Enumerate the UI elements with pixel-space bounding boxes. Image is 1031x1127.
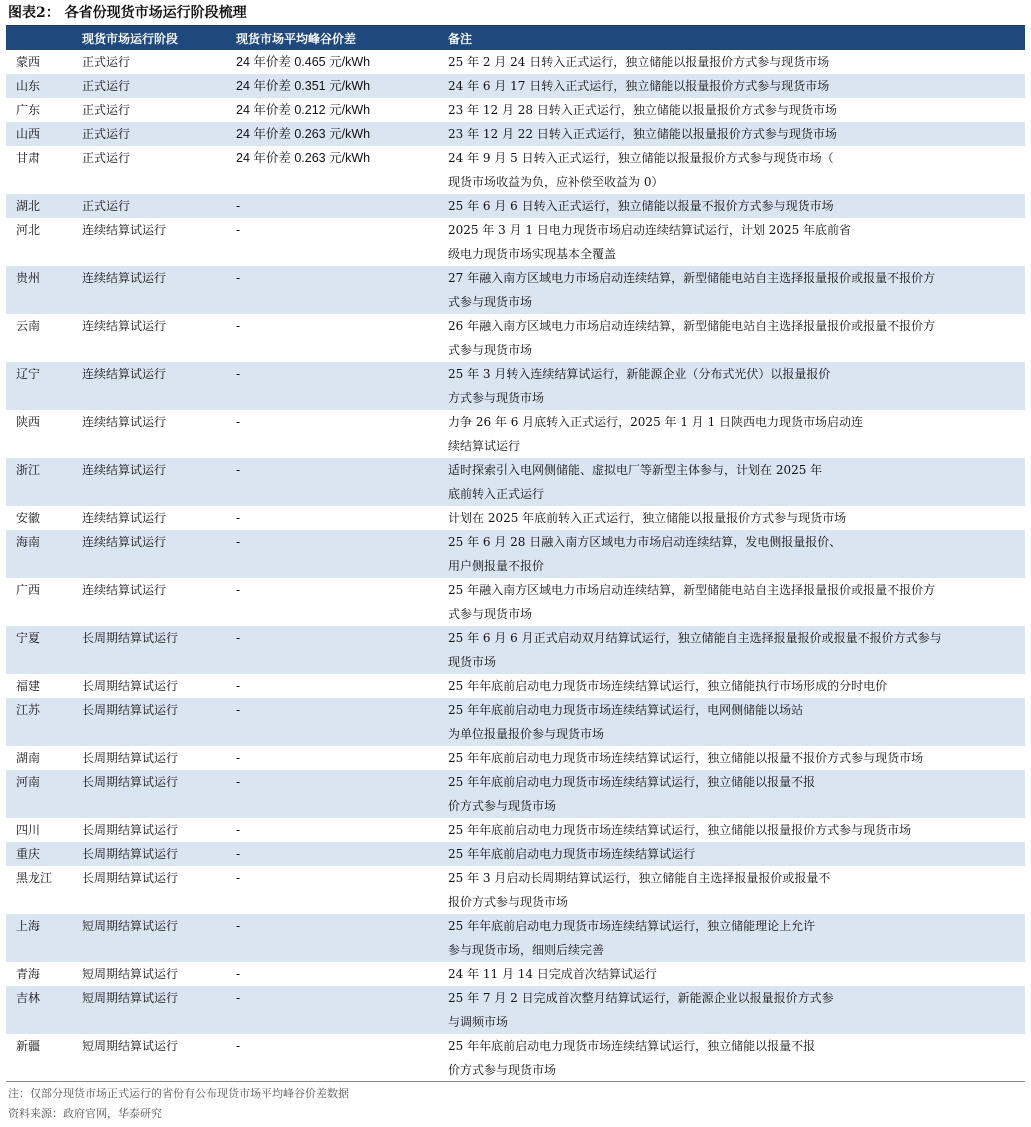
notes-cell xyxy=(442,698,1025,746)
note-line: 适时探索引入电网侧储能、虚拟电厂等新型主体参与，计划在 2025 年 xyxy=(448,463,823,477)
province-cell: 海南 xyxy=(6,530,76,578)
table-row xyxy=(6,698,1025,746)
province-cell: 青海 xyxy=(16,967,41,981)
note-line: 25 年年底前启动电力现货市场连续结算试运行 xyxy=(448,847,696,861)
stage-cell: 长周期结算试运行 xyxy=(76,626,230,674)
table-row xyxy=(6,146,1025,194)
table-row xyxy=(6,770,1025,818)
notes-cell xyxy=(442,626,1025,674)
province-cell: 黑龙江 xyxy=(16,871,53,885)
table-row xyxy=(6,818,1025,842)
table-row xyxy=(6,914,1025,962)
table-row xyxy=(6,122,1025,146)
notes-cell xyxy=(442,818,1025,842)
stage-cell: 长周期结算试运行 xyxy=(82,823,179,837)
figure-title: 图表2： 各省份现货市场运行阶段梳理 xyxy=(8,5,247,21)
spread-cell: 24 年价差 0.351 元/kWh xyxy=(230,74,442,98)
note-line: 25 年年底前启动电力现货市场连续结算试运行，独立储能理论上允许 xyxy=(448,919,816,933)
header-stage: 现货市场运行阶段 xyxy=(76,26,230,50)
spread-cell: - xyxy=(236,1039,241,1053)
table-row xyxy=(6,1034,1025,1082)
source-note: 资料来源：政府官网，华泰研究 xyxy=(8,1107,162,1120)
province-cell: 陕西 xyxy=(16,415,41,429)
table-row xyxy=(6,458,1025,506)
table-bottom-divider xyxy=(6,1081,1025,1082)
note-line: 25 年年底前启动电力现货市场连续结算试运行，独立储能以报量不报价方式参与现货市场 xyxy=(448,751,924,765)
stage-cell: 连续结算试运行 xyxy=(76,266,230,314)
note-line: 25 年融入南方区域电力市场启动连续结算，新型储能电站自主选择报量报价或报量不报价方 xyxy=(448,583,936,597)
note-line: 26 年融入南方区域电力市场启动连续结算，新型储能电站自主选择报量报价或报量不报价方 xyxy=(448,319,936,333)
province-cell: 河南 xyxy=(6,770,76,818)
spread-cell: - xyxy=(236,871,241,885)
note-line: 为单位报量报价参与现货市场 xyxy=(448,727,605,741)
note-line: 25 年 3 月转入连续结算试运行，新能源企业（分布式光伏）以报量报价 xyxy=(448,367,831,381)
note-line: 25 年年底前启动电力现货市场连续结算试运行，电网侧储能以场站 xyxy=(448,703,804,717)
province-cell: 上海 xyxy=(6,914,76,962)
header-province xyxy=(6,26,76,50)
stage-cell: 长周期结算试运行 xyxy=(76,842,230,866)
table-row xyxy=(6,986,1025,1034)
notes-cell xyxy=(442,914,1025,962)
stage-cell: 短周期结算试运行 xyxy=(82,967,179,981)
table-row xyxy=(6,746,1025,770)
note-line: 级电力现货市场实现基本全覆盖 xyxy=(448,247,617,261)
note-line: 价方式参与现货市场 xyxy=(448,1063,557,1077)
note-line: 25 年 6 月 6 月正式启动双月结算试运行，独立储能自主选择报量报价或报量不报价方式参与 xyxy=(448,631,942,645)
table-row xyxy=(6,674,1025,698)
notes-cell xyxy=(442,842,1025,866)
spread-cell: - xyxy=(236,751,241,765)
notes-cell xyxy=(442,866,1025,914)
note-line: 力争 26 年 6 月底转入正式运行，2025 年 1 月 1 日陕西电力现货市场启动连 xyxy=(448,415,864,429)
note-line: 式参与现货市场 xyxy=(448,295,533,309)
header-notes: 备注 xyxy=(442,26,1025,50)
notes-cell xyxy=(442,770,1025,818)
province-cell: 四川 xyxy=(16,823,41,837)
spread-cell: - xyxy=(230,770,442,818)
spread-cell: - xyxy=(236,223,241,237)
note-line: 2025 年 3 月 1 日电力现货市场启动连续结算试运行，计划 2025 年底前省 xyxy=(448,223,852,237)
notes-cell xyxy=(442,746,1025,770)
province-cell: 新疆 xyxy=(16,1039,41,1053)
stage-cell: 连续结算试运行 xyxy=(76,458,230,506)
notes-cell xyxy=(442,410,1025,458)
notes-cell xyxy=(442,578,1025,626)
table-row xyxy=(6,578,1025,626)
notes-cell xyxy=(442,50,1025,74)
stage-cell: 连续结算试运行 xyxy=(82,583,167,597)
note-line: 23 年 12 月 28 日转入正式运行，独立储能以报量报价方式参与现货市场 xyxy=(448,103,837,117)
province-cell: 甘肃 xyxy=(16,151,41,165)
stage-cell: 长周期结算试运行 xyxy=(82,751,179,765)
province-cell: 湖北 xyxy=(6,194,76,218)
spread-cell: - xyxy=(230,698,442,746)
spread-cell: - xyxy=(230,914,442,962)
spread-cell: - xyxy=(236,823,241,837)
notes-cell xyxy=(442,218,1025,266)
stage-cell: 连续结算试运行 xyxy=(82,223,167,237)
note-line: 25 年年底前启动电力现货市场连续结算试运行，独立储能以报量报价方式参与现货市场 xyxy=(448,823,912,837)
spread-cell: - xyxy=(236,679,241,693)
stage-cell: 短周期结算试运行 xyxy=(82,1039,179,1053)
note-line: 参与现货市场，细则后续完善 xyxy=(448,943,605,957)
stage-cell: 正式运行 xyxy=(76,122,230,146)
spread-cell: - xyxy=(230,194,442,218)
notes-cell xyxy=(442,146,1025,194)
province-cell: 安徽 xyxy=(16,511,41,525)
table-row xyxy=(6,50,1025,74)
province-cell: 蒙西 xyxy=(16,55,41,69)
spread-cell: - xyxy=(230,362,442,410)
stage-cell: 短周期结算试运行 xyxy=(76,914,230,962)
notes-cell xyxy=(442,74,1025,98)
header-spread: 现货市场平均峰谷价差 xyxy=(230,26,442,50)
spread-cell: - xyxy=(230,530,442,578)
note-line: 25 年 3 月启动长周期结算试运行，独立储能自主选择报量报价或报量不 xyxy=(448,871,831,885)
note-line: 与调频市场 xyxy=(448,1015,509,1029)
note-line: 报价方式参与现货市场 xyxy=(448,895,569,909)
note-line: 25 年 2 月 24 日转入正式运行，独立储能以报量报价方式参与现货市场 xyxy=(448,55,830,69)
note-line: 24 年 6 月 17 日转入正式运行，独立储能以报量报价方式参与现货市场 xyxy=(448,79,830,93)
note-line: 用户侧报量不报价 xyxy=(448,559,545,573)
province-cell: 吉林 xyxy=(6,986,76,1034)
note-line: 24 年 9 月 5 日转入正式运行，独立储能以报量报价方式参与现货市场（ xyxy=(448,151,834,165)
table-row xyxy=(6,98,1025,122)
stage-cell: 正式运行 xyxy=(76,74,230,98)
table-row xyxy=(6,866,1025,914)
stage-cell: 正式运行 xyxy=(82,55,131,69)
province-cell: 福建 xyxy=(16,679,41,693)
province-cell: 江苏 xyxy=(6,698,76,746)
notes-cell xyxy=(442,194,1025,218)
stage-cell: 长周期结算试运行 xyxy=(82,679,179,693)
note-line: 方式参与现货市场 xyxy=(448,391,545,405)
province-cell: 山东 xyxy=(6,74,76,98)
stage-cell: 正式运行 xyxy=(76,194,230,218)
note-line: 25 年年底前启动电力现货市场连续结算试运行，独立储能执行市场形成的分时电价 xyxy=(448,679,888,693)
note-line: 续结算试运行 xyxy=(448,439,521,453)
notes-cell xyxy=(442,122,1025,146)
spread-cell: - xyxy=(236,511,241,525)
spread-cell: - xyxy=(230,626,442,674)
spread-cell: 24 年价差 0.263 元/kWh xyxy=(236,151,371,165)
table-row xyxy=(6,626,1025,674)
notes-cell xyxy=(442,506,1025,530)
notes-cell xyxy=(442,314,1025,362)
note-line: 25 年 6 月 6 日转入正式运行，独立储能以报量不报价方式参与现货市场 xyxy=(448,199,834,213)
notes-cell xyxy=(442,98,1025,122)
province-cell: 广西 xyxy=(16,583,41,597)
table-row xyxy=(6,842,1025,866)
table-row xyxy=(6,74,1025,98)
note-line: 24 年 11 月 14 日完成首次结算试运行 xyxy=(448,967,657,981)
province-cell: 浙江 xyxy=(6,458,76,506)
province-cell: 辽宁 xyxy=(6,362,76,410)
spread-cell: - xyxy=(236,967,241,981)
note-line: 25 年 6 月 28 日融入南方区域电力市场启动连续结算，发电侧报量报价、 xyxy=(448,535,842,549)
table-row xyxy=(6,194,1025,218)
note-line: 式参与现货市场 xyxy=(448,343,533,357)
note-line: 25 年年底前启动电力现货市场连续结算试运行，独立储能以报量不报 xyxy=(448,775,816,789)
notes-cell xyxy=(442,962,1025,986)
table-row xyxy=(6,266,1025,314)
footnote: 注：仅部分现货市场正式运行的省份有公布现货市场平均峰谷价差数据 xyxy=(8,1087,349,1100)
note-line: 价方式参与现货市场 xyxy=(448,799,557,813)
spread-cell: - xyxy=(236,583,241,597)
province-cell: 山西 xyxy=(6,122,76,146)
stage-cell: 长周期结算试运行 xyxy=(76,698,230,746)
province-cell: 贵州 xyxy=(6,266,76,314)
note-line: 25 年 7 月 2 日完成首次整月结算试运行，新能源企业以报量报价方式参 xyxy=(448,991,834,1005)
note-line: 式参与现货市场 xyxy=(448,607,533,621)
province-cell: 重庆 xyxy=(6,842,76,866)
notes-cell xyxy=(442,362,1025,410)
notes-cell xyxy=(442,266,1025,314)
stage-cell: 正式运行 xyxy=(82,103,131,117)
table-row xyxy=(6,506,1025,530)
spread-cell: - xyxy=(230,842,442,866)
notes-cell xyxy=(442,986,1025,1034)
note-line: 现货市场 xyxy=(448,655,497,669)
table-body xyxy=(6,50,1025,1082)
spread-cell: - xyxy=(236,319,241,333)
stage-cell: 正式运行 xyxy=(82,151,131,165)
notes-cell xyxy=(442,1034,1025,1082)
spread-cell: - xyxy=(236,415,241,429)
stage-cell: 连续结算试运行 xyxy=(82,319,167,333)
spread-cell: - xyxy=(230,986,442,1034)
notes-cell xyxy=(442,674,1025,698)
province-market-table xyxy=(6,26,1025,1082)
spread-cell: 24 年价差 0.465 元/kWh xyxy=(236,55,371,69)
stage-cell: 短周期结算试运行 xyxy=(76,986,230,1034)
table-header-row xyxy=(6,26,1025,50)
note-line: 27 年融入南方区域电力市场启动连续结算，新型储能电站自主选择报量报价或报量不报价方 xyxy=(448,271,936,285)
spread-cell: 24 年价差 0.212 元/kWh xyxy=(236,103,371,117)
note-line: 现货市场收益为负，应补偿至收益为 0） xyxy=(448,175,664,189)
province-cell: 宁夏 xyxy=(6,626,76,674)
province-cell: 河北 xyxy=(16,223,41,237)
stage-cell: 长周期结算试运行 xyxy=(76,770,230,818)
note-line: 计划在 2025 年底前转入正式运行，独立储能以报量报价方式参与现货市场 xyxy=(448,511,847,525)
spread-cell: - xyxy=(230,266,442,314)
stage-cell: 连续结算试运行 xyxy=(76,362,230,410)
province-cell: 云南 xyxy=(16,319,41,333)
stage-cell: 连续结算试运行 xyxy=(82,415,167,429)
province-cell: 湖南 xyxy=(16,751,41,765)
stage-cell: 连续结算试运行 xyxy=(76,530,230,578)
province-cell: 广东 xyxy=(16,103,41,117)
notes-cell xyxy=(442,530,1025,578)
spread-cell: 24 年价差 0.263 元/kWh xyxy=(230,122,442,146)
note-line: 底前转入正式运行 xyxy=(448,487,545,501)
table-row xyxy=(6,362,1025,410)
notes-cell xyxy=(442,458,1025,506)
note-line: 23 年 12 月 22 日转入正式运行，独立储能以报量报价方式参与现货市场 xyxy=(448,127,837,141)
table-row xyxy=(6,410,1025,458)
table-row xyxy=(6,530,1025,578)
stage-cell: 连续结算试运行 xyxy=(82,511,167,525)
table-row xyxy=(6,962,1025,986)
stage-cell: 长周期结算试运行 xyxy=(82,871,179,885)
note-line: 25 年年底前启动电力现货市场连续结算试运行，独立储能以报量不报 xyxy=(448,1039,816,1053)
table-row xyxy=(6,314,1025,362)
table-row xyxy=(6,218,1025,266)
spread-cell: - xyxy=(230,458,442,506)
